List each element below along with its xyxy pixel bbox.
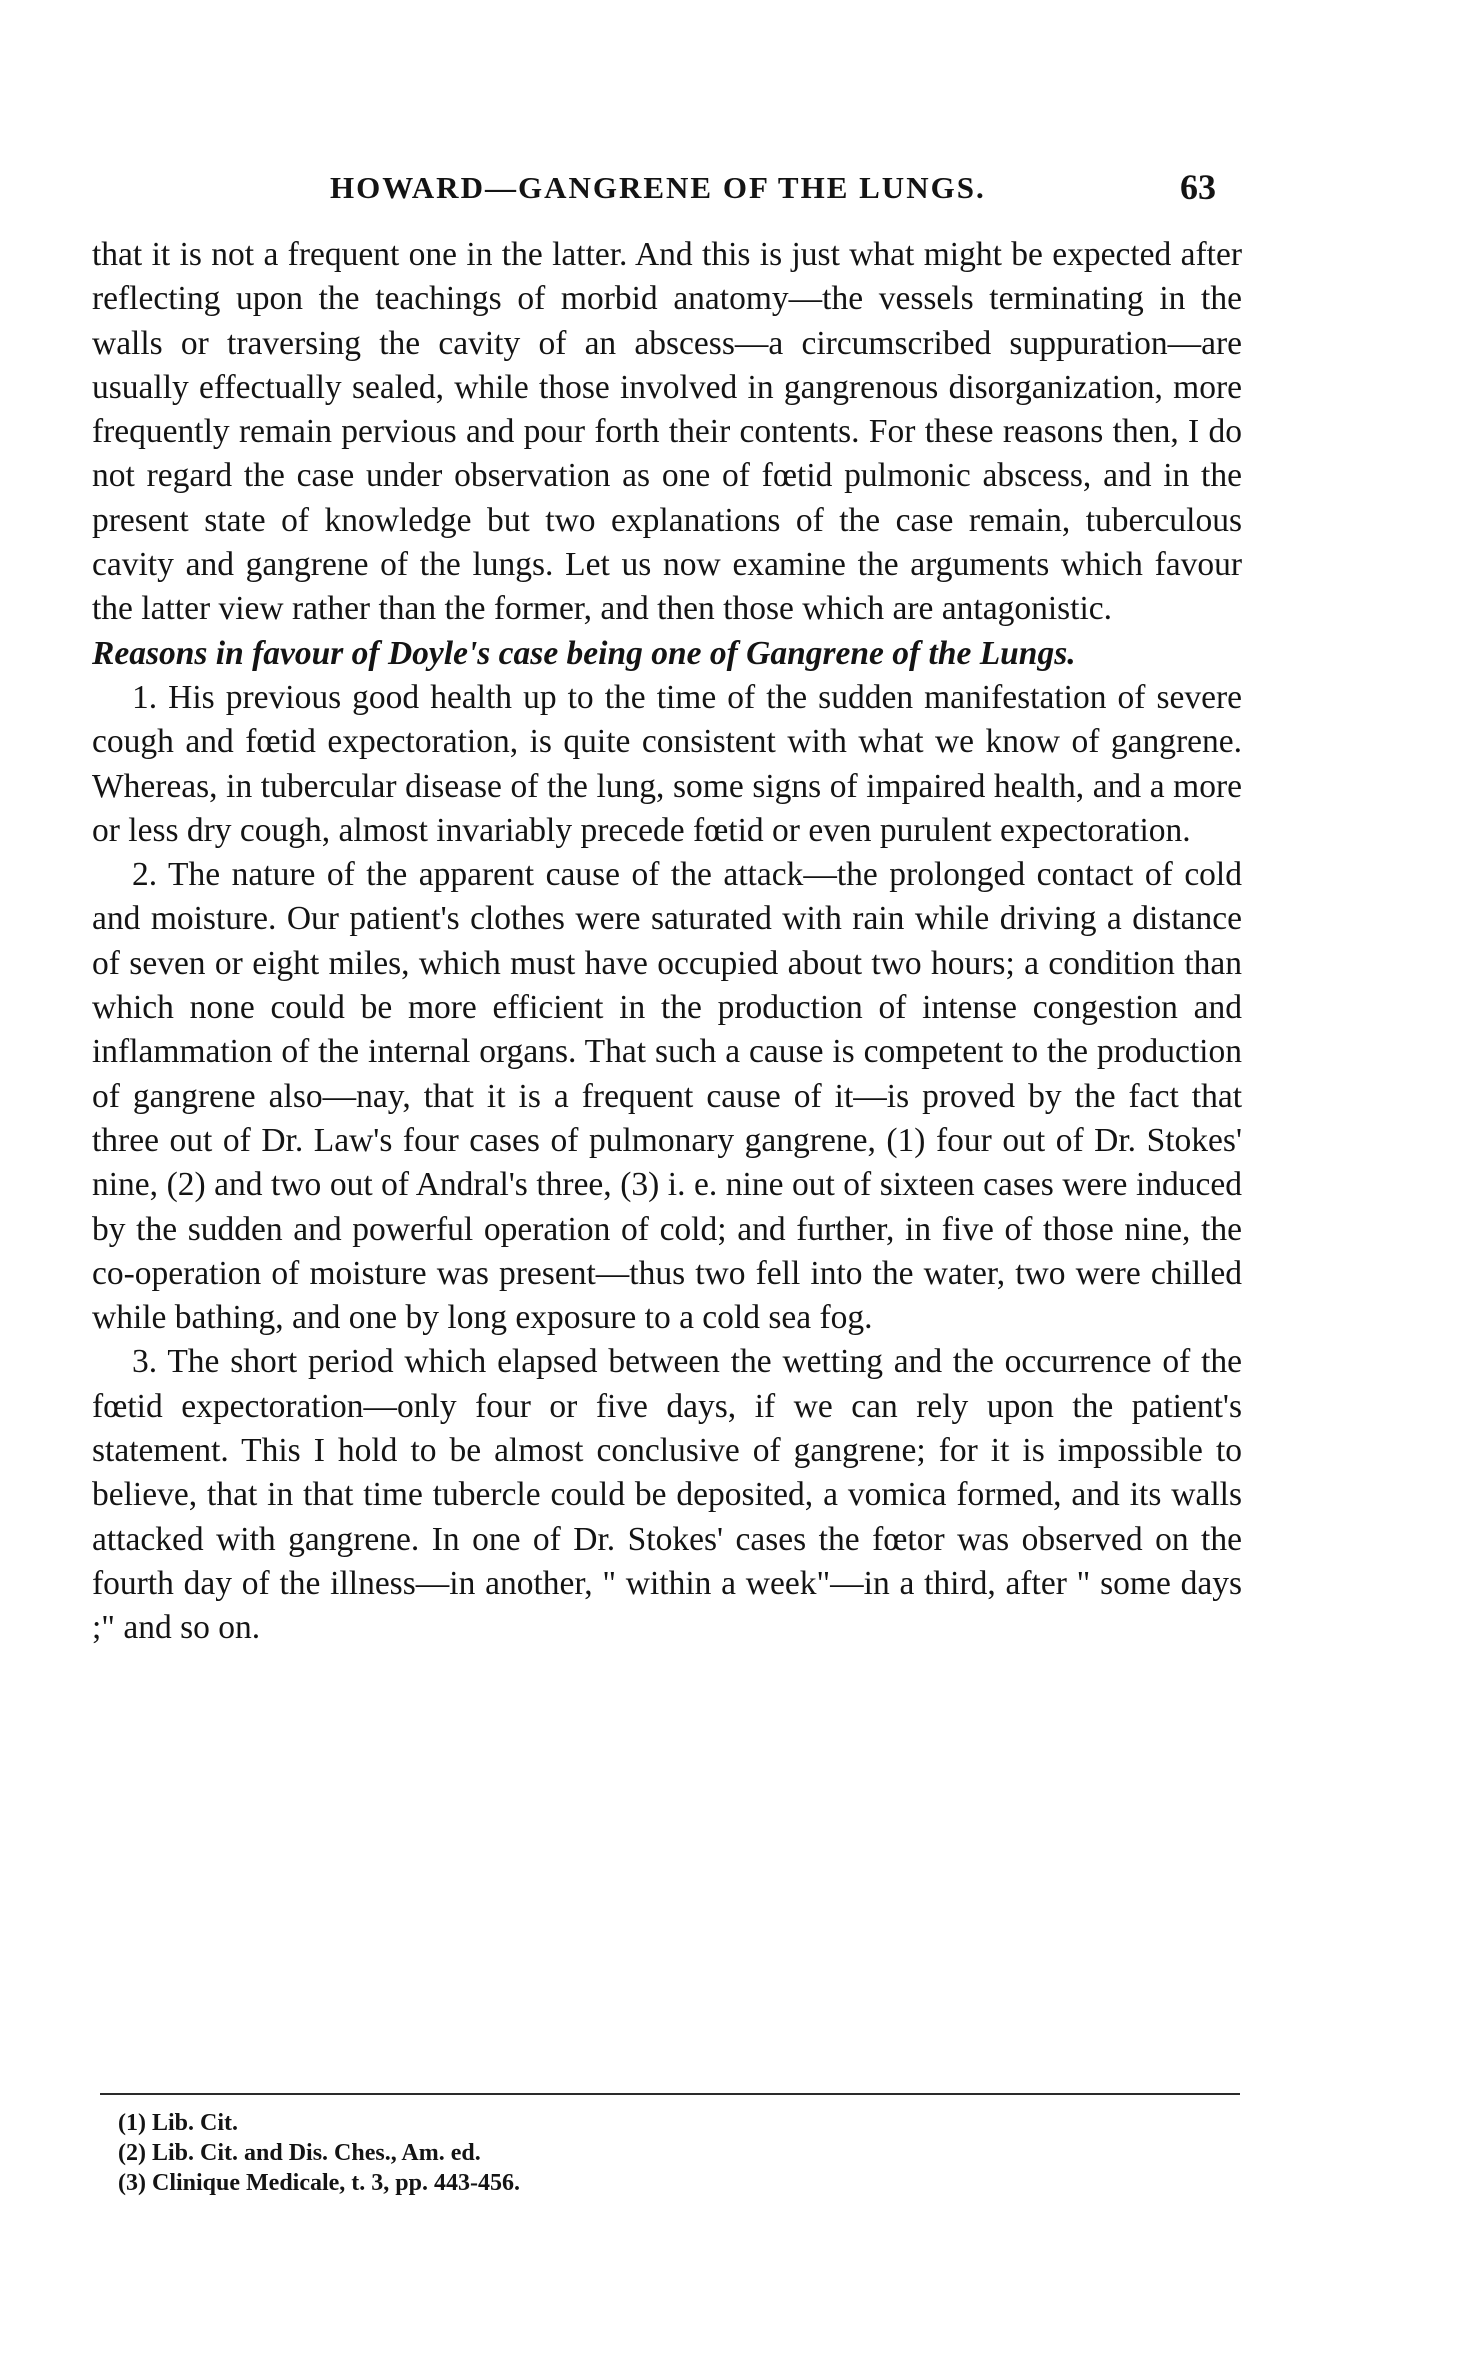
paragraph-3: 2. The nature of the apparent cause of the attack—the prolonged contact of cold and moisture. Our patient's clothes were saturated with rain while driving a distance of seven or eight miles, which must have occupied about two hours; a condition than which none could be more efficient in the production of intense congestion and inflammation of the internal organs. That such a cause is competent to the production of gangrene also—nay, that it is a frequent cause of it—is proved by the fact that three out of Dr. Law's four cases of pulmonary gangrene, (1) four out of Dr. Stokes' nine, (2) and two out of Andral's three, (3) i. e. nine out of sixteen cases were induced by the sudden and powerful operation of cold; and further, in five of those nine, the co-operation of moisture was present—thus two fell into the water, two were chilled while bathing, and one by long exposure to a cold sea fog. — [92, 856, 1242, 1337]
paragraph-4: 3. The short period which elapsed between the wetting and the occurrence of the fœtid expectoration—only four or five days, if we can rely upon the patient's statement. This I hold to be almost conclusive of gangrene; for it is impossible to believe, that in that time tubercle could be deposited, a vomica formed, and its walls attacked with gangrene. In one of Dr. Stokes' cases the fœtor was observed on the fourth day of the illness—in another, " within a week"—in a third, after " some days ;" and so on. — [92, 1343, 1242, 1647]
page-number: 63 — [1180, 167, 1216, 207]
paragraph-2: 1. His previous good health up to the time of the sudden manifestation of severe cough and fœtid expectoration, is quite consistent with what we know of gangrene. Whereas, in tubercular disease of the lung, some signs of impaired health, and a more or less dry cough, almost invariably precede fœtid or even purulent expectoration. — [92, 678, 1242, 849]
section-heading: Reasons in favour of Doyle's case being one of Gangrene of the Lungs. — [92, 634, 1076, 672]
footnote-2: (2) Lib. Cit. and Dis. Ches., Am. ed. — [118, 2140, 481, 2166]
footnote-3: (3) Clinique Medicale, t. 3, pp. 443-456. — [118, 2170, 520, 2196]
running-head: HOWARD—GANGRENE OF THE LUNGS. — [330, 170, 986, 205]
paragraph-1: that it is not a frequent one in the latter. And this is just what might be expected after reflecting upon the teachings of morbid anatomy—the vessels terminating in the walls or traversing the cavity of an abscess—a circumscribed suppuration—are usually effectually sealed, while those involved in gangrenous disorganization, more frequently remain pervious and pour forth their contents. For these reasons then, I do not regard the case under observation as one of fœtid pulmonic abscess, and in the present state of knowledge but two explanations of the case remain, tuberculous cavity and gangrene of the lungs. Let us now examine the arguments which favour the latter view rather than the former, and then those which are antagonistic. — [92, 236, 1242, 628]
footnotes — [118, 2108, 1218, 2198]
body-text — [92, 233, 1242, 1651]
footnote-1: (1) Lib. Cit. — [118, 2110, 238, 2136]
footnote-divider — [100, 2093, 1240, 2095]
